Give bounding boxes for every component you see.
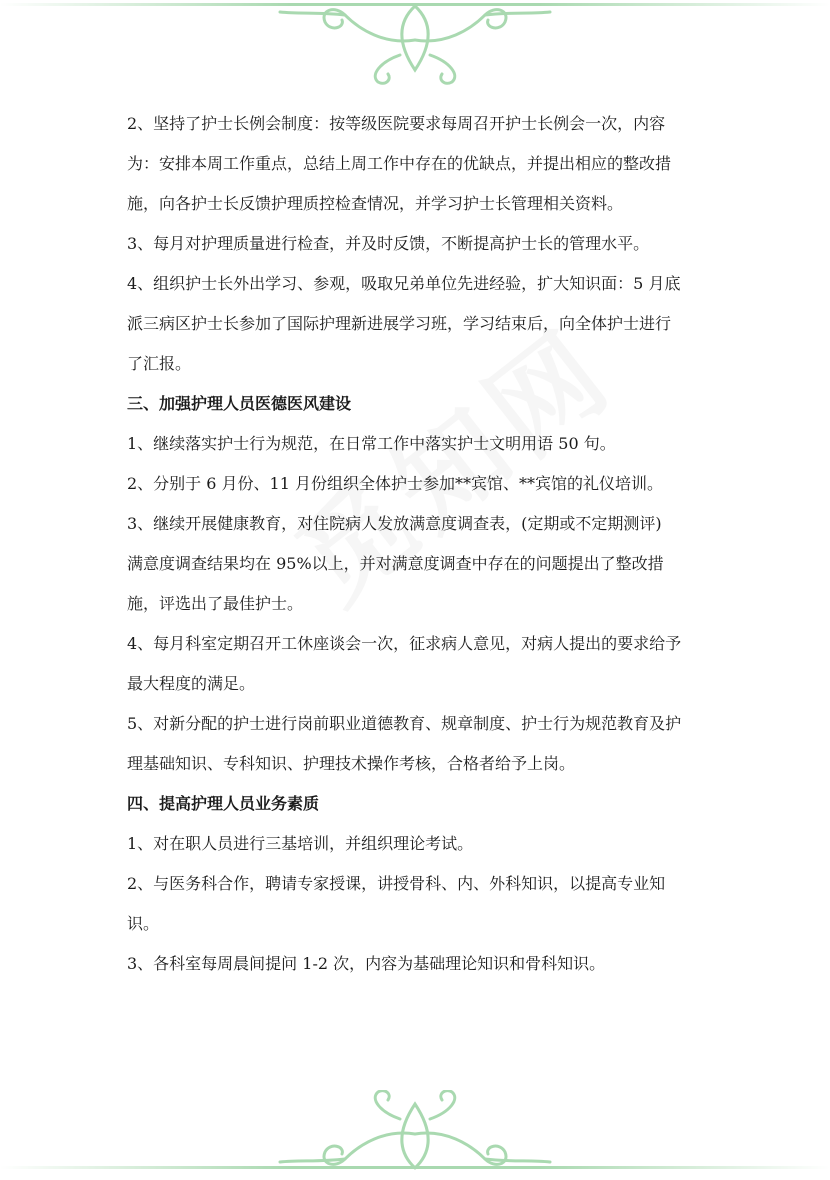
paragraph-line: 施，向各护士长反馈护理质控检查情况，并学习护士长管理相关资料。 xyxy=(127,194,624,213)
paragraph-line: 1、继续落实护士行为规范，在日常工作中落实护士文明用语 50 句。 xyxy=(127,434,616,453)
paragraph-line: 5、对新分配的护士进行岗前职业道德教育、规章制度、护士行为规范教育及护 xyxy=(127,714,682,733)
paragraph-line: 了汇报。 xyxy=(127,354,192,373)
paragraph-line: 满意度调查结果均在 95%以上，并对满意度调查中存在的问题提出了整改措 xyxy=(127,554,664,573)
paragraph-line: 识。 xyxy=(127,914,160,933)
paragraph-line: 施，评选出了最佳护士。 xyxy=(127,594,304,613)
paragraph-line: 理基础知识、专科知识、护理技术操作考核，合格者给予上岗。 xyxy=(127,754,576,773)
paragraph-line: 3、各科室每周晨间提问 1-2 次，内容为基础理论知识和骨科知识。 xyxy=(127,954,606,973)
paragraph-line: 3、每月对护理质量进行检查，并及时反馈，不断提高护士长的管理水平。 xyxy=(127,234,650,253)
paragraph-line: 1、对在职人员进行三基培训，并组织理论考试。 xyxy=(127,834,474,853)
paragraph-line: 4、组织护士长外出学习、参观，吸取兄弟单位先进经验，扩大知识面：5 月底 xyxy=(127,274,681,293)
section-heading: 四、提高护理人员业务素质 xyxy=(127,794,320,813)
paragraph-line: 2、坚持了护士长例会制度：按等级医院要求每周召开护士长例会一次，内容 xyxy=(127,114,666,133)
top-ornament xyxy=(0,0,830,90)
paragraph-line: 4、每月科室定期召开工休座谈会一次，征求病人意见，对病人提出的要求给予 xyxy=(127,634,682,653)
paragraph-line: 3、继续开展健康教育，对住院病人发放满意度调查表，(定期或不定期测评) xyxy=(127,514,662,533)
paragraph-line: 派三病区护士长参加了国际护理新进展学习班，学习结束后，向全体护士进行 xyxy=(127,314,672,333)
paragraph-line: 最大程度的满足。 xyxy=(127,674,256,693)
paragraph-line: 为：安排本周工作重点，总结上周工作中存在的优缺点，并提出相应的整改措 xyxy=(127,154,672,173)
document-body xyxy=(127,104,707,984)
bottom-ornament xyxy=(0,1090,830,1180)
section-heading: 三、加强护理人员医德医风建设 xyxy=(127,394,352,413)
paragraph-line: 2、分别于 6 月份、11 月份组织全体护士参加**宾馆、**宾馆的礼仪培训。 xyxy=(127,474,663,493)
paragraph-line: 2、与医务科合作，聘请专家授课，讲授骨科、内、外科知识，以提高专业知 xyxy=(127,874,666,893)
